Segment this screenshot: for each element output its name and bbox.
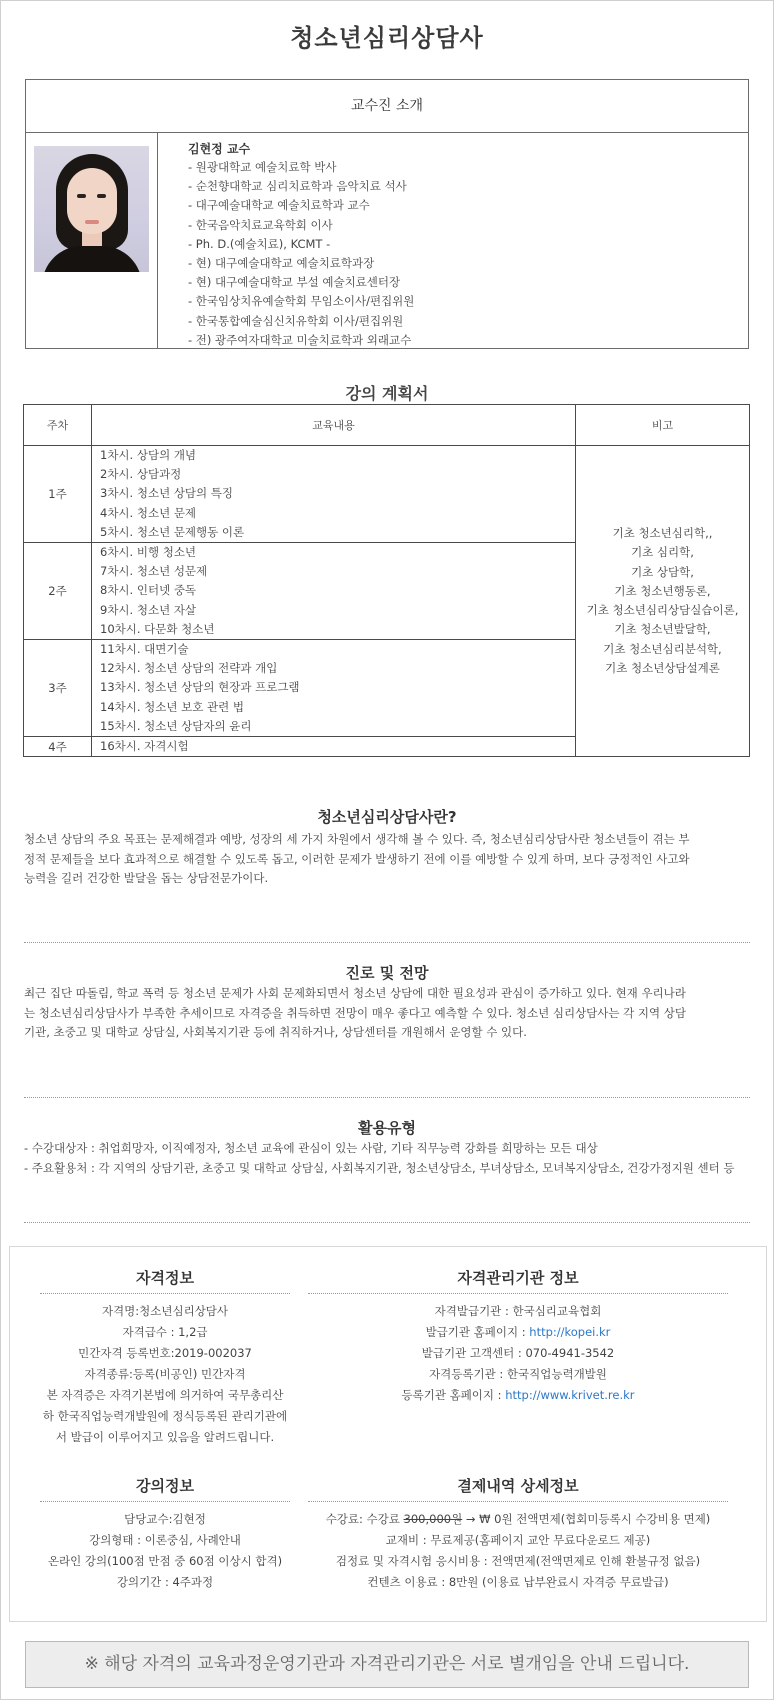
about-title: 청소년심리상담사란? [317, 808, 457, 826]
table-row [24, 446, 750, 543]
note-item: 기초 청소년심리상담실습이론, [586, 603, 739, 618]
note-item: 기초 청소년행동론, [614, 583, 711, 598]
qualification-line: 서 발급이 이루어지고 있음을 알려드립니다. [55, 1430, 275, 1444]
registry-link[interactable]: http://www.krivet.re.kr [505, 1388, 635, 1402]
note-item: 기초 청소년발달학, [614, 622, 711, 637]
credential-item: - 대구예술대학교 예술치료학과 교수 [188, 198, 370, 213]
about-line: 청소년 상담의 주요 목표는 문제해결과 예방, 성장의 세 가지 차원에서 생각해 볼 수 있다. 즉, 청소년심리상담사란 청소년들이 겪는 부 [24, 832, 690, 846]
usage-line: - 주요활용처 : 각 지역의 상담기관, 초중고 및 대학교 상담실, 사회복지기관, 청소년상담소, 부녀상담소, 모녀복지상담소, 건강가정지원 센터 등 [24, 1160, 735, 1175]
divider [24, 1222, 750, 1223]
lesson-item: 16차시. 자격시험 [100, 739, 189, 754]
header-content: 교육내용 [92, 405, 576, 446]
career-title: 진로 및 전망 [345, 964, 429, 982]
lesson-item: 15차시. 청소년 상담자의 윤리 [100, 718, 252, 733]
qualification-line: 본 자격증은 자격기본법에 의거하여 국무총리산 [46, 1388, 284, 1402]
qualification-body [30, 1301, 300, 1448]
lesson-item: 4차시. 청소년 문제 [100, 505, 197, 520]
professor-section-title: 교수진 소개 [26, 80, 748, 133]
professor-box [25, 79, 749, 349]
credential-item: - 현) 대구예술대학교 예술치료학과장 [188, 256, 375, 271]
credential-item: - 한국임상치유예술학회 무임소이사/편집위원 [188, 294, 415, 309]
agency-issuer: 자격발급기관 : 한국심리교육협회 [434, 1304, 602, 1318]
professor-photo [34, 146, 149, 272]
lesson-item: 8차시. 인터넷 중독 [100, 583, 197, 598]
qualification-line: 자격종류:등록(비공인) 민간자격 [84, 1367, 246, 1381]
career-body [24, 984, 750, 1043]
qualification-line: 하 한국직업능력개발원에 정식등록된 관리기관에 [42, 1409, 288, 1423]
lesson-item: 13차시. 청소년 상담의 현장과 프로그램 [100, 680, 300, 695]
professor-name: 김현정 교수 [188, 142, 251, 156]
career-line: 는 청소년심리상담사가 부족한 추세이므로 자격증을 취득하면 전망이 매우 좋다고 예측할 수 있다. 청소년 심리상담사는 각 지역 상담 [24, 1005, 687, 1020]
lesson-item: 1차시. 상담의 개념 [100, 448, 197, 462]
info-panel [9, 1246, 767, 1622]
about-line: 능력을 길러 건강한 발달을 돕는 상담전문가이다. [24, 871, 269, 885]
note-item: 기초 청소년심리학,, [612, 525, 713, 540]
divider [308, 1293, 728, 1294]
career-line: 기관, 초중고 및 대학교 상담실, 사회복지기관 등에 취직하거나, 상담센터를 개원해서 운영할 수 있다. [24, 1025, 527, 1039]
usage-title: 활용유형 [358, 1119, 416, 1137]
usage-line: - 수강대상자 : 취업희망자, 이직예정자, 청소년 교육에 관심이 있는 사람, 기타 직무능력 강화를 희망하는 모든 대상 [24, 1141, 598, 1155]
qualification-title: 자격정보 [136, 1269, 194, 1287]
lecture-line: 온라인 강의(100점 만점 중 60점 이상시 합격) [47, 1554, 283, 1568]
lesson-item: 10차시. 다문화 청소년 [100, 621, 215, 636]
lesson-item: 3차시. 청소년 상담의 특징 [100, 486, 234, 501]
lesson-item: 7차시. 청소년 성문제 [100, 564, 208, 579]
lesson-item: 2차시. 상담과정 [100, 467, 182, 482]
notice-banner: ※ 해당 자격의 교육과정운영기관과 자격관리기관은 서로 별개임을 안내 드립니다. [25, 1641, 749, 1688]
lesson-item: 6차시. 비행 청소년 [100, 545, 197, 560]
credential-item: - Ph. D.(예술치료), KCMT - [188, 236, 331, 251]
page-title: 청소년심리상담사 [290, 24, 484, 52]
about-line: 정적 문제들을 보다 효과적으로 해결할 수 있도록 돕고, 이러한 문제가 발생하기 전에 이를 예방할 수 있게 하며, 보다 긍정적인 사고와 [24, 851, 690, 866]
divider [308, 1501, 728, 1502]
week-cell: 1주 [24, 446, 92, 543]
about-body [24, 830, 750, 889]
note-cell [576, 446, 750, 757]
note-item: 기초 상담학, [631, 564, 694, 579]
original-fee: 300,000원 [403, 1512, 463, 1526]
week-cell: 3주 [24, 640, 92, 737]
credential-item: - 전) 광주여자대학교 미술치료학과 외래교수 [188, 332, 412, 347]
content-cell [92, 737, 576, 757]
payment-line: 검정료 및 자격시험 응시비용 : 전액면제(전액면제로 인해 환불규정 없음) [335, 1554, 701, 1568]
schedule-header-row [24, 405, 750, 446]
qualification-line: 자격급수 : 1,2급 [122, 1325, 208, 1339]
lecture-title: 강의정보 [136, 1477, 194, 1495]
qualification-line: 민간자격 등록번호:2019-002037 [78, 1346, 252, 1360]
credential-item: - 순천향대학교 심리치료학과 음악치료 석사 [188, 179, 407, 194]
lecture-line: 강의기간 : 4주과정 [116, 1575, 214, 1589]
agency-body [308, 1301, 728, 1406]
lesson-item: 9차시. 청소년 자살 [100, 602, 197, 617]
lesson-item: 14차시. 청소년 보호 관련 법 [100, 699, 244, 714]
payment-title: 결제내역 상세정보 [457, 1477, 579, 1495]
header-note: 비고 [576, 405, 750, 446]
credential-item: - 현) 대구예술대학교 부설 예술치료센터장 [188, 275, 401, 290]
divider [40, 1501, 290, 1502]
divider [40, 1293, 290, 1294]
content-cell [92, 446, 576, 543]
content-cell [92, 640, 576, 737]
payment-fee: 수강료: 수강료 300,000원 → ₩ 0원 전액면제(협회미등록시 수강비용 면제) [325, 1512, 711, 1526]
lecture-body [20, 1509, 310, 1593]
usage-body [24, 1139, 750, 1178]
lesson-item: 12차시. 청소년 상담의 전략과 개입 [100, 661, 278, 676]
credential-item: - 한국통합예술심신치유학회 이사/편집위원 [188, 313, 404, 328]
lecture-line: 담당교수:김현정 [124, 1512, 206, 1526]
qualification-line: 자격명:청소년심리상담사 [101, 1304, 229, 1318]
payment-line: 컨텐츠 이용료 : 8만원 (이용료 납부완료시 자격증 무료발급) [367, 1575, 669, 1589]
note-item: 기초 청소년심리분석학, [603, 641, 722, 656]
lecture-line: 강의형태 : 이론중심, 사례안내 [89, 1533, 241, 1547]
divider [24, 942, 750, 943]
professor-credentials [188, 158, 738, 350]
week-cell: 4주 [24, 737, 92, 757]
professor-info [188, 140, 738, 350]
agency-service-center: 발급기관 고객센터 : 070-4941-3542 [421, 1346, 615, 1360]
professor-photo-cell [26, 133, 158, 348]
schedule-table [23, 404, 750, 757]
lesson-item: 5차시. 청소년 문제행동 이론 [100, 524, 245, 539]
agency-homepage: 발급기관 홈페이지 : http://kopei.kr [425, 1325, 611, 1339]
credential-item: - 한국음악치료교육학회 이사 [188, 217, 333, 232]
divider [24, 1097, 750, 1098]
agency-registry: 자격등록기관 : 한국직업능력개발원 [429, 1367, 607, 1381]
homepage-link[interactable]: http://kopei.kr [529, 1325, 611, 1339]
credential-item: - 원광대학교 예술치료학 박사 [188, 160, 337, 174]
week-cell: 2주 [24, 543, 92, 640]
agency-registry-homepage: 등록기관 홈페이지 : http://www.krivet.re.kr [401, 1388, 635, 1402]
lesson-item: 11차시. 대면기술 [100, 642, 189, 657]
note-item: 기초 청소년상담설계론 [605, 661, 720, 676]
agency-title: 자격관리기관 정보 [457, 1269, 579, 1287]
header-week: 주차 [24, 405, 92, 446]
content-cell [92, 543, 576, 640]
schedule-title: 강의 계획서 [345, 384, 429, 403]
note-item: 기초 심리학, [631, 545, 694, 560]
career-line: 최근 집단 따돌림, 학교 폭력 등 청소년 문제가 사회 문제화되면서 청소년 상담에 대한 필요성과 관심이 증가하고 있다. 현재 우리나라 [24, 986, 686, 1000]
payment-body [298, 1509, 738, 1593]
payment-line: 교재비 : 무료제공(홈페이지 교안 무료다운로드 제공) [385, 1533, 651, 1547]
